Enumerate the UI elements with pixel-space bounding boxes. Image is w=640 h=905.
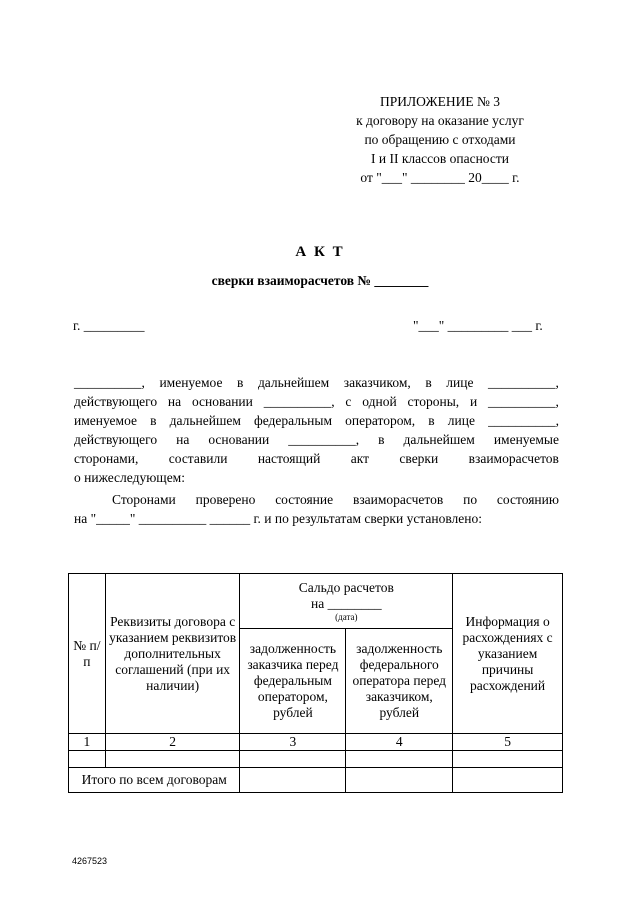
balance-title: Сальдо расчетов	[298, 580, 394, 595]
document-subtitle: сверки взаиморасчетов № ________	[211, 273, 429, 288]
paragraph-line: Сторонами проверено состояние взаиморасчетов по состоянию	[112, 492, 559, 507]
paragraph-line: действующего на основании __________, в дальнейшем именуемые	[74, 432, 559, 447]
paragraph-line: действующего на основании __________, с одной стороны, и __________,	[74, 394, 559, 409]
annex-contract-ref: к договору на оказание услуг	[356, 113, 524, 128]
annex-subject: по обращению с отходами	[364, 132, 516, 147]
table-cell	[240, 751, 346, 768]
table-cell	[453, 751, 563, 768]
table-cell	[346, 768, 453, 793]
paragraph-line: именуемое в дальнейшем федеральным оператором, в лице __________,	[74, 413, 559, 428]
total-label: Итого по всем договорам	[69, 768, 240, 793]
table-cell	[69, 751, 106, 768]
table-cell	[453, 768, 563, 793]
balance-date-hint: (дата)	[335, 612, 358, 622]
header-number: № п/п	[69, 574, 106, 734]
annex-date: от "___" ________ 20____ г.	[360, 170, 520, 185]
paragraph-line: о нижеследующем:	[74, 470, 185, 485]
document-id: 4267523	[72, 856, 108, 866]
table-header-row	[69, 574, 563, 629]
header-contract-details: Реквизиты договора с указанием реквизитов дополнительных соглашений (при их наличии)	[105, 574, 240, 734]
annex-number: ПРИЛОЖЕНИЕ № 3	[379, 94, 501, 109]
balance-on-date: на ________	[311, 596, 382, 611]
column-number: 3	[240, 734, 346, 751]
table-cell	[105, 751, 240, 768]
annex-hazard-class: I и II классов опасности	[371, 151, 509, 166]
table-cell	[346, 751, 453, 768]
annex-header	[300, 92, 580, 187]
table-number-row	[69, 734, 563, 751]
column-number: 5	[453, 734, 563, 751]
header-balance	[240, 574, 453, 629]
header-customer-debt: задолженность заказчика перед федеральным оператором, рублей	[240, 629, 346, 734]
column-number: 4	[346, 734, 453, 751]
paragraph-line: __________, именуемое в дальнейшем заказчиком, в лице __________,	[74, 375, 559, 390]
reconciliation-table	[68, 573, 563, 793]
header-discrepancy-info: Информация о расхождениях с указанием причины расхождений	[453, 574, 563, 734]
document-title: А К Т	[295, 244, 345, 260]
header-operator-debt: задолженность федерального оператора перед заказчиком, рублей	[346, 629, 453, 734]
parties-paragraph	[74, 373, 559, 487]
column-number: 1	[69, 734, 106, 751]
verification-paragraph	[74, 490, 559, 528]
table-total-row	[69, 768, 563, 793]
date-field: "___" _________ ___ г.	[413, 318, 543, 333]
paragraph-line: сторонами, составили настоящий акт сверки взаиморасчетов	[74, 451, 559, 466]
paragraph-line: на "_____" __________ ______ г. и по результатам сверки установлено:	[74, 511, 482, 526]
column-number: 2	[105, 734, 240, 751]
table-row	[69, 751, 563, 768]
table-cell	[240, 768, 346, 793]
place-field: г. _________	[73, 318, 145, 333]
